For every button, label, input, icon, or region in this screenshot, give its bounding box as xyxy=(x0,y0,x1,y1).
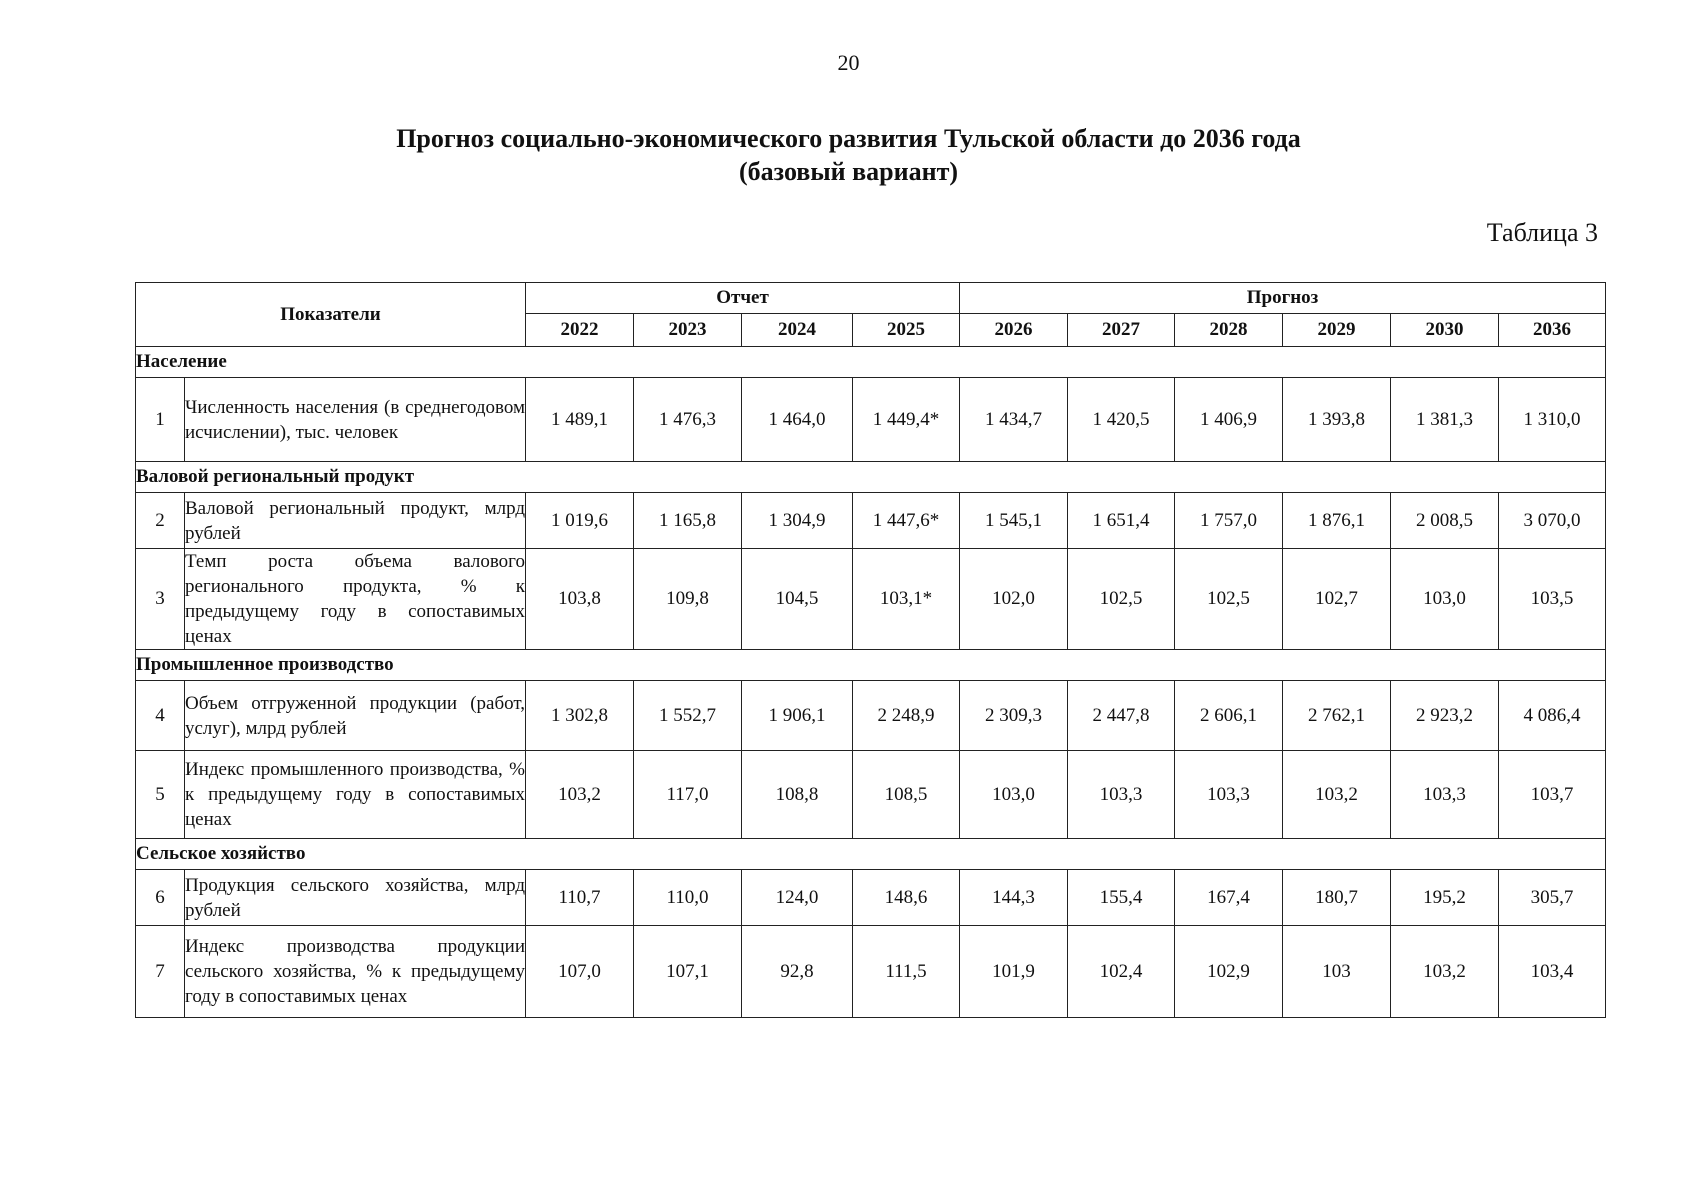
value-cell: 144,3 xyxy=(960,870,1068,926)
value-cell: 2 447,8 xyxy=(1068,681,1175,751)
value-cell: 104,5 xyxy=(742,549,853,650)
value-cell: 103,2 xyxy=(1391,926,1499,1018)
value-cell: 1 381,3 xyxy=(1391,378,1499,462)
value-cell: 1 304,9 xyxy=(742,493,853,549)
table-row xyxy=(136,870,1606,926)
value-cell: 1 449,4* xyxy=(853,378,960,462)
value-cell: 103,7 xyxy=(1499,751,1606,839)
title-line-1: Прогноз социально-экономического развития Тульской области до 2036 года xyxy=(396,124,1301,153)
value-cell: 1 489,1 xyxy=(526,378,634,462)
value-cell: 1 447,6* xyxy=(853,493,960,549)
value-cell: 107,0 xyxy=(526,926,634,1018)
section-title: Сельское хозяйство xyxy=(136,839,1606,870)
value-cell: 195,2 xyxy=(1391,870,1499,926)
document-title xyxy=(0,122,1697,188)
value-cell: 102,5 xyxy=(1068,549,1175,650)
table-row xyxy=(136,493,1606,549)
row-number: 5 xyxy=(136,751,185,839)
value-cell: 111,5 xyxy=(853,926,960,1018)
row-number: 6 xyxy=(136,870,185,926)
indicator-name: Численность населения (в среднегодовом исчислении), тыс. человек xyxy=(185,378,526,462)
value-cell: 305,7 xyxy=(1499,870,1606,926)
value-cell: 103,4 xyxy=(1499,926,1606,1018)
value-cell: 103,0 xyxy=(1391,549,1499,650)
value-cell: 1 651,4 xyxy=(1068,493,1175,549)
value-cell: 1 906,1 xyxy=(742,681,853,751)
value-cell: 102,5 xyxy=(1175,549,1283,650)
page-number: 20 xyxy=(837,50,860,75)
section-title: Промышленное производство xyxy=(136,650,1606,681)
value-cell: 1 434,7 xyxy=(960,378,1068,462)
value-cell: 1 420,5 xyxy=(1068,378,1175,462)
year-header: 2036 xyxy=(1499,314,1606,347)
indicator-name: Темп роста объема валового регионального продукта, % к предыдущему году в сопоставимых ценах xyxy=(185,549,526,650)
year-header: 2025 xyxy=(853,314,960,347)
indicators-header: Показатели xyxy=(136,283,526,347)
value-cell: 103,2 xyxy=(1283,751,1391,839)
row-number: 7 xyxy=(136,926,185,1018)
value-cell: 2 923,2 xyxy=(1391,681,1499,751)
value-cell: 107,1 xyxy=(634,926,742,1018)
year-header: 2024 xyxy=(742,314,853,347)
value-cell: 102,4 xyxy=(1068,926,1175,1018)
indicator-name: Объем отгруженной продукции (работ, услуг), млрд рублей xyxy=(185,681,526,751)
value-cell: 1 393,8 xyxy=(1283,378,1391,462)
report-header: Отчет xyxy=(526,283,960,314)
value-cell: 108,5 xyxy=(853,751,960,839)
table-row xyxy=(136,751,1606,839)
value-cell: 1 165,8 xyxy=(634,493,742,549)
year-header: 2027 xyxy=(1068,314,1175,347)
value-cell: 1 552,7 xyxy=(634,681,742,751)
value-cell: 109,8 xyxy=(634,549,742,650)
value-cell: 1 757,0 xyxy=(1175,493,1283,549)
value-cell: 124,0 xyxy=(742,870,853,926)
table-row xyxy=(136,926,1606,1018)
value-cell: 1 545,1 xyxy=(960,493,1068,549)
value-cell: 103,8 xyxy=(526,549,634,650)
value-cell: 1 476,3 xyxy=(634,378,742,462)
indicator-name: Продукция сельского хозяйства, млрд рублей xyxy=(185,870,526,926)
year-header: 2030 xyxy=(1391,314,1499,347)
table-row xyxy=(136,681,1606,751)
value-cell: 101,9 xyxy=(960,926,1068,1018)
value-cell: 110,7 xyxy=(526,870,634,926)
value-cell: 2 762,1 xyxy=(1283,681,1391,751)
value-cell: 4 086,4 xyxy=(1499,681,1606,751)
value-cell: 103 xyxy=(1283,926,1391,1018)
value-cell: 2 606,1 xyxy=(1175,681,1283,751)
forecast-table xyxy=(135,282,1606,1018)
value-cell: 2 309,3 xyxy=(960,681,1068,751)
row-number: 3 xyxy=(136,549,185,650)
value-cell: 2 248,9 xyxy=(853,681,960,751)
value-cell: 103,3 xyxy=(1068,751,1175,839)
value-cell: 103,0 xyxy=(960,751,1068,839)
value-cell: 103,1* xyxy=(853,549,960,650)
indicator-name: Валовой региональный продукт, млрд рублей xyxy=(185,493,526,549)
value-cell: 1 310,0 xyxy=(1499,378,1606,462)
value-cell: 103,5 xyxy=(1499,549,1606,650)
value-cell: 92,8 xyxy=(742,926,853,1018)
value-cell: 1 302,8 xyxy=(526,681,634,751)
value-cell: 148,6 xyxy=(853,870,960,926)
table-row xyxy=(136,549,1606,650)
value-cell: 102,9 xyxy=(1175,926,1283,1018)
value-cell: 167,4 xyxy=(1175,870,1283,926)
title-line-2: (базовый вариант) xyxy=(738,157,959,186)
value-cell: 3 070,0 xyxy=(1499,493,1606,549)
value-cell: 110,0 xyxy=(634,870,742,926)
row-number: 2 xyxy=(136,493,185,549)
value-cell: 180,7 xyxy=(1283,870,1391,926)
year-header: 2029 xyxy=(1283,314,1391,347)
value-cell: 1 876,1 xyxy=(1283,493,1391,549)
value-cell: 117,0 xyxy=(634,751,742,839)
value-cell: 103,3 xyxy=(1391,751,1499,839)
value-cell: 2 008,5 xyxy=(1391,493,1499,549)
indicator-name: Индекс промышленного производства, % к предыдущему году в сопоставимых ценах xyxy=(185,751,526,839)
year-header: 2022 xyxy=(526,314,634,347)
value-cell: 1 464,0 xyxy=(742,378,853,462)
value-cell: 108,8 xyxy=(742,751,853,839)
value-cell: 1 019,6 xyxy=(526,493,634,549)
forecast-header: Прогноз xyxy=(960,283,1606,314)
value-cell: 1 406,9 xyxy=(1175,378,1283,462)
value-cell: 155,4 xyxy=(1068,870,1175,926)
value-cell: 103,2 xyxy=(526,751,634,839)
year-header: 2023 xyxy=(634,314,742,347)
value-cell: 102,0 xyxy=(960,549,1068,650)
year-header: 2028 xyxy=(1175,314,1283,347)
value-cell: 103,3 xyxy=(1175,751,1283,839)
section-title: Население xyxy=(136,347,1606,378)
table-row xyxy=(136,378,1606,462)
row-number: 1 xyxy=(136,378,185,462)
table-label: Таблица 3 xyxy=(1486,218,1598,247)
indicator-name: Индекс производства продукции сельского хозяйства, % к предыдущему году в сопоставимых ценах xyxy=(185,926,526,1018)
value-cell: 102,7 xyxy=(1283,549,1391,650)
year-header: 2026 xyxy=(960,314,1068,347)
section-title: Валовой региональный продукт xyxy=(136,462,1606,493)
row-number: 4 xyxy=(136,681,185,751)
